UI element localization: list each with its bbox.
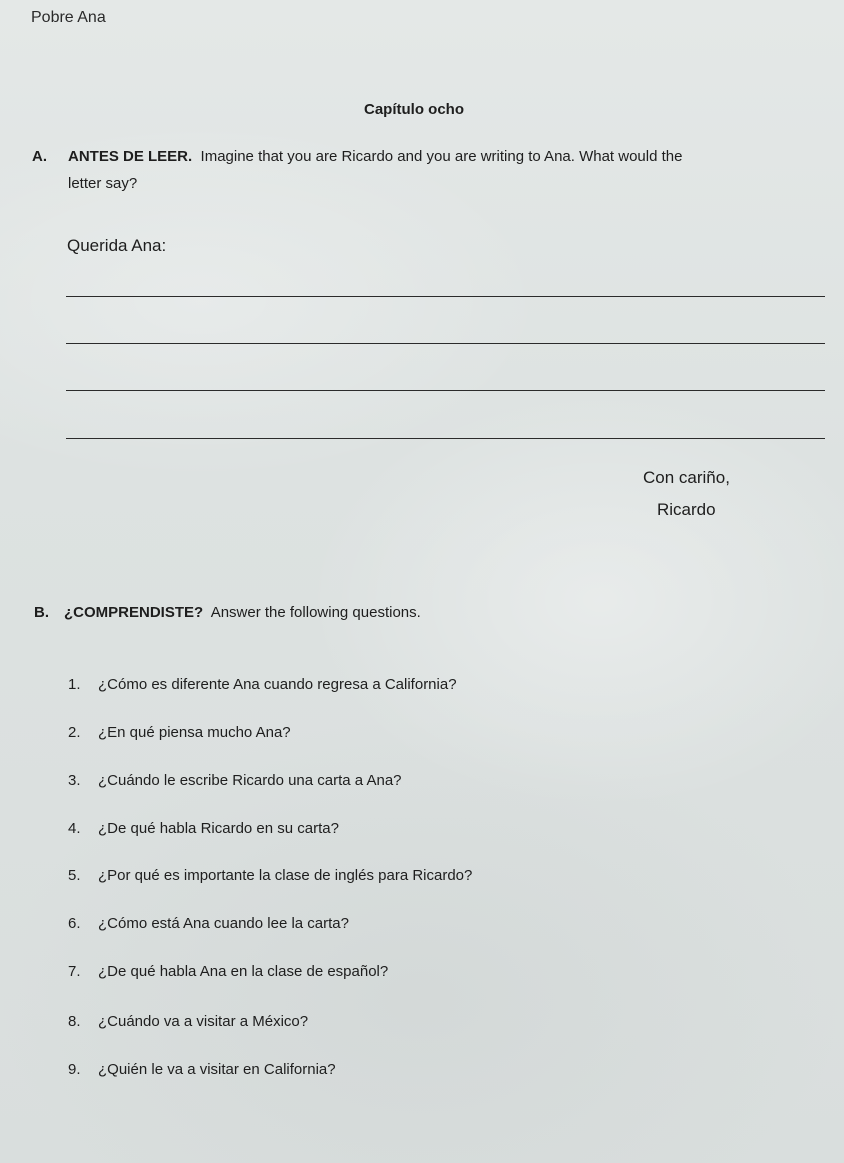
letter-closing: Con cariño, bbox=[643, 468, 730, 487]
section-a-instruction bbox=[68, 148, 682, 165]
section-b-label: ¿COMPRENDISTE? bbox=[64, 604, 204, 621]
question-item-1 bbox=[68, 676, 457, 693]
question-text: ¿De qué habla Ricardo en su carta? bbox=[98, 820, 339, 837]
question-number: 3. bbox=[68, 772, 81, 789]
question-text: ¿Quién le va a visitar en California? bbox=[98, 1061, 336, 1078]
question-item-7 bbox=[68, 963, 388, 980]
question-text: ¿Cuándo le escribe Ricardo una carta a Ana? bbox=[98, 772, 402, 789]
question-item-6 bbox=[68, 915, 349, 932]
section-a-marker: A. bbox=[32, 148, 47, 165]
letter-writing-line-2[interactable] bbox=[66, 343, 825, 344]
chapter-title: Capítulo ocho bbox=[364, 101, 464, 118]
question-item-8 bbox=[68, 1013, 308, 1030]
section-a-instruction-line1: Imagine that you are Ricardo and you are writing to Ana. What would the bbox=[200, 148, 683, 165]
question-number: 6. bbox=[68, 915, 81, 932]
question-item-9 bbox=[68, 1061, 336, 1078]
page-header-title: Pobre Ana bbox=[31, 9, 106, 26]
question-number: 2. bbox=[68, 724, 81, 741]
question-text: ¿De qué habla Ana en la clase de español? bbox=[98, 963, 389, 980]
question-text: ¿En qué piensa mucho Ana? bbox=[98, 724, 291, 741]
question-item-2 bbox=[68, 724, 291, 741]
letter-writing-line-3[interactable] bbox=[66, 390, 825, 391]
question-item-4 bbox=[68, 820, 339, 837]
letter-signature: Ricardo bbox=[657, 500, 716, 519]
question-item-5 bbox=[68, 867, 472, 884]
section-a-label: ANTES DE LEER. bbox=[68, 148, 193, 165]
section-b-instruction bbox=[64, 604, 421, 621]
question-number: 5. bbox=[68, 867, 81, 884]
question-number: 1. bbox=[68, 676, 81, 693]
question-text: ¿Cómo es diferente Ana cuando regresa a California? bbox=[98, 676, 457, 693]
question-number: 4. bbox=[68, 820, 81, 837]
letter-writing-line-1[interactable] bbox=[66, 296, 825, 297]
question-text: ¿Cuándo va a visitar a México? bbox=[98, 1013, 309, 1030]
section-b-instruction-text: Answer the following questions. bbox=[210, 604, 421, 621]
question-number: 7. bbox=[68, 963, 81, 980]
question-text: ¿Por qué es importante la clase de inglés para Ricardo? bbox=[98, 867, 473, 884]
question-text: ¿Cómo está Ana cuando lee la carta? bbox=[98, 915, 349, 932]
section-a-instruction-line2: letter say? bbox=[68, 175, 138, 192]
section-b-marker: B. bbox=[34, 604, 49, 621]
question-number: 8. bbox=[68, 1013, 81, 1030]
letter-writing-line-4[interactable] bbox=[66, 438, 825, 439]
question-item-3 bbox=[68, 772, 402, 789]
question-number: 9. bbox=[68, 1061, 81, 1078]
letter-greeting: Querida Ana: bbox=[67, 236, 167, 255]
